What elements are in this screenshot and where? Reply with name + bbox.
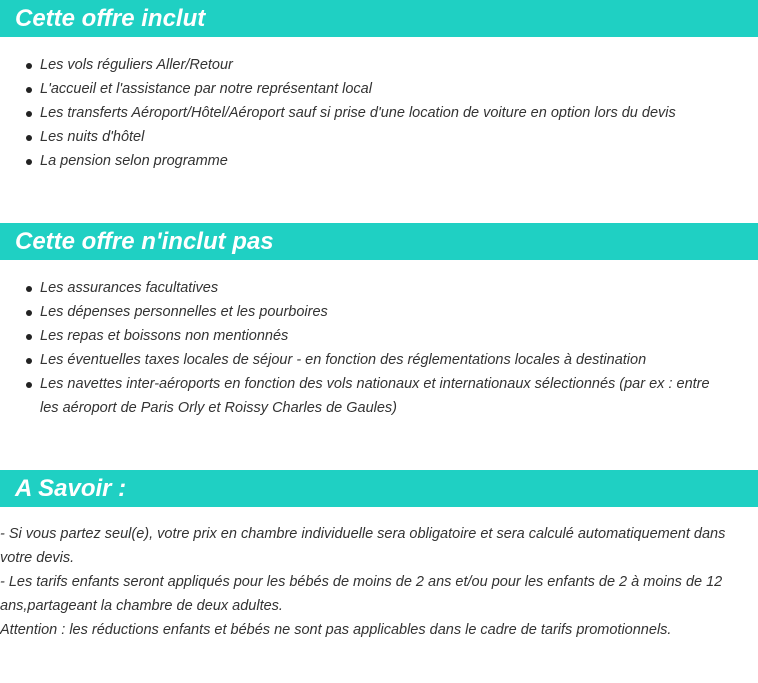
bullet-icon: [26, 87, 32, 93]
savoir-line: - Les tarifs enfants seront appliqués pour les bébés de moins de 2 ans et/ou pour les enfants de 2 à moins de 12 ans,partageant la chambre de deux adultes.: [0, 574, 723, 614]
list-item: [0, 149, 758, 173]
list-item-text: Les éventuelles taxes locales de séjour - en fonction des réglementations locales à destination: [40, 352, 647, 368]
list-item-text: Les navettes inter-aéroports en fonction des vols nationaux et internationaux sélectionnés (par ex : entre les aéroport de Paris Orly et Roissy Charles de Gaules): [40, 376, 710, 416]
list-item: [0, 77, 758, 101]
list-item-text: Les transferts Aéroport/Hôtel/Aéroport sauf si prise d'une location de voiture en option lors du devis: [40, 105, 676, 121]
savoir-header: [0, 470, 758, 507]
bullet-icon: [26, 358, 32, 364]
list-item-text: La pension selon programme: [40, 153, 228, 169]
list-item: [0, 348, 758, 372]
savoir-body: [0, 522, 755, 642]
list-item: [0, 53, 758, 77]
bullet-icon: [26, 334, 32, 340]
includes-header: [0, 0, 758, 37]
savoir-line: Attention : les réductions enfants et bébés ne sont pas applicables dans le cadre de tarifs promotionnels.: [0, 622, 672, 638]
list-item-text: Les dépenses personnelles et les pourboires: [40, 304, 328, 320]
list-item-text: Les assurances facultatives: [40, 280, 219, 296]
list-item: [0, 372, 758, 420]
list-item: [0, 101, 758, 125]
list-item: [0, 276, 758, 300]
bullet-icon: [26, 159, 32, 165]
bullet-icon: [26, 135, 32, 141]
bullet-icon: [26, 63, 32, 69]
bullet-icon: [26, 382, 32, 388]
excludes-list: [0, 276, 758, 420]
includes-list: [0, 53, 758, 173]
includes-title: Cette offre inclut: [15, 5, 206, 32]
bullet-icon: [26, 286, 32, 292]
savoir-line: - Si vous partez seul(e), votre prix en chambre individuelle sera obligatoire et sera calculé automatiquement dans votre devis.: [0, 526, 726, 566]
bullet-icon: [26, 111, 32, 117]
list-item: [0, 125, 758, 149]
list-item: [0, 324, 758, 348]
excludes-title: Cette offre n'inclut pas: [15, 228, 274, 255]
list-item-text: Les nuits d'hôtel: [40, 129, 145, 145]
savoir-title: A Savoir :: [15, 475, 127, 502]
list-item: [0, 300, 758, 324]
bullet-icon: [26, 310, 32, 316]
list-item-text: Les repas et boissons non mentionnés: [40, 328, 289, 344]
excludes-header: [0, 223, 758, 260]
list-item-text: Les vols réguliers Aller/Retour: [40, 57, 233, 73]
list-item-text: L'accueil et l'assistance par notre représentant local: [40, 81, 372, 97]
